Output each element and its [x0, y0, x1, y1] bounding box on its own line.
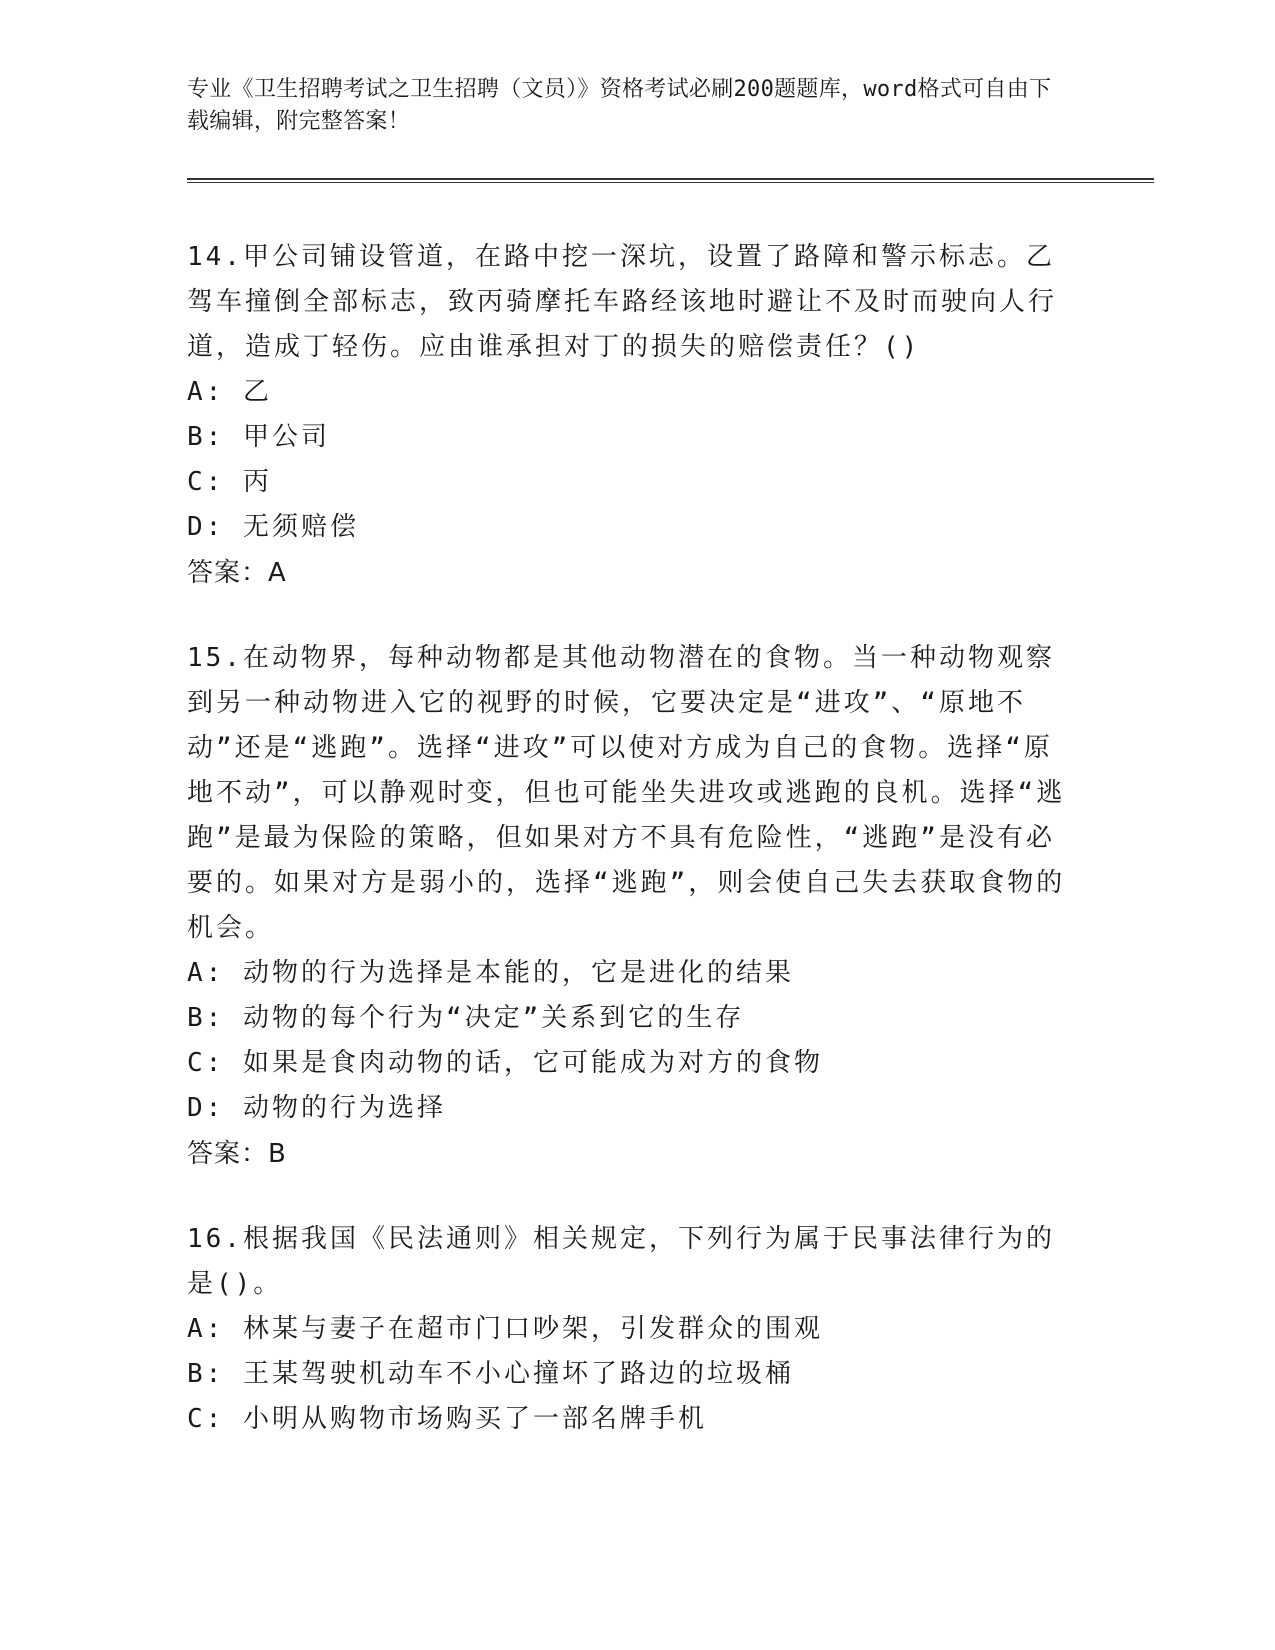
question-15	[187, 636, 1067, 1177]
answer-line: 答案：A	[187, 558, 287, 588]
question-14	[187, 235, 1067, 596]
option-c: C: 如果是食肉动物的话，它可能成为对方的食物	[187, 1048, 823, 1078]
option-b: B: 甲公司	[187, 422, 330, 452]
option-c: C: 丙	[187, 467, 272, 497]
answer-line: 答案：B	[187, 1139, 287, 1169]
option-a: A: 林某与妻子在超市门口吵架，引发群众的围观	[187, 1314, 823, 1344]
option-a: A: 乙	[187, 377, 272, 407]
option-c: C: 小明从购物市场购买了一部名牌手机	[187, 1404, 707, 1434]
option-b: B: 王某驾驶机动车不小心撞坏了路边的垃圾桶	[187, 1359, 794, 1389]
option-a: A: 动物的行为选择是本能的，它是进化的结果	[187, 958, 794, 988]
document-header: 专业《卫生招聘考试之卫生招聘（文员）》资格考试必刷200题题库，word格式可自由下载编辑，附完整答案！	[187, 77, 1052, 134]
question-list	[187, 235, 1067, 1482]
option-b: B: 动物的每个行为“决定”关系到它的生存	[187, 1003, 745, 1033]
question-16	[187, 1217, 1067, 1442]
option-d: D: 无须赔偿	[187, 512, 359, 542]
question-text: 14.甲公司铺设管道，在路中挖一深坑，设置了路障和警示标志。乙驾车撞倒全部标志，致丙骑摩托车路经该地时避让不及时而驶向人行道，造成丁轻伤。应由谁承担对丁的损失的赔偿责任？()	[187, 242, 1058, 362]
question-text: 16.根据我国《民法通则》相关规定，下列行为属于民事法律行为的是()。	[187, 1224, 1055, 1299]
header-divider	[187, 178, 1154, 183]
question-text: 15.在动物界，每种动物都是其他动物潜在的食物。当一种动物观察到另一种动物进入它的视野的时候，它要决定是“进攻”、“原地不动”还是“逃跑”。选择“进攻”可以使对方成为自己的食物。选择“原地不动”，可以静观时变，但也可能坐失进攻或逃跑的良机。选择“逃跑”是最为保险的策略，但如果对方不具有危险性，“逃跑”是没有必要的。如果对方是弱小的，选择“逃跑”，则会使自己失去获取食物的机会。	[187, 643, 1066, 943]
option-d: D: 动物的行为选择	[187, 1093, 446, 1123]
